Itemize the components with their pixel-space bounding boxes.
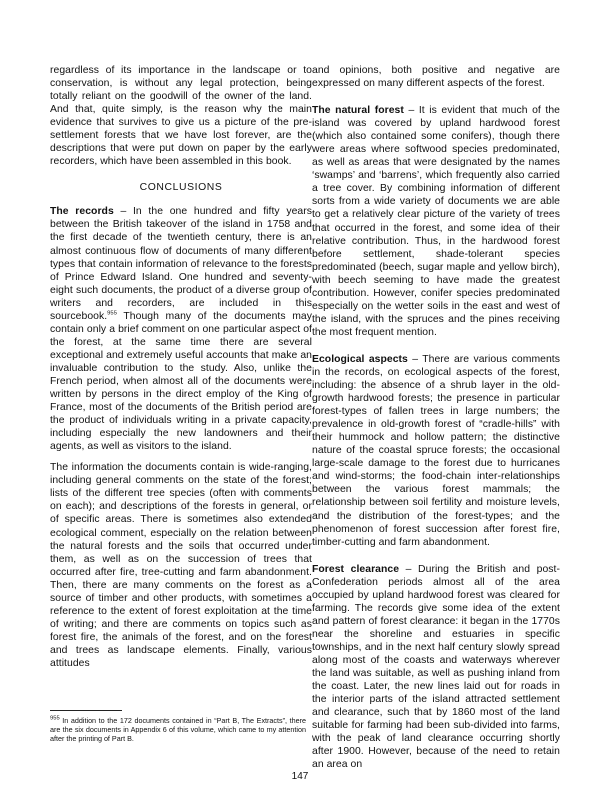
ecological-aspects-heading: Ecological aspects — [312, 353, 408, 365]
right-column — [312, 64, 560, 779]
forest-clearance-text: – During the British and post-Confederation periods almost all of the area occupied by upland hardwood forest was cleared for farming. The records give some idea of the extent and pattern of forest clearance: it began in the 1770s near the shoreline and estuaries in specific townships, and in the next half century slowly spread along most of the coasts and waterways wherever the land was suitable, as well as pushing inland from the coast. Later, the new lines laid out for roads in the interior parts of the island attracted settlement and clearance, such that by 1860 most of the land suitable for farming had been sub-divided into farms, with the peak of land clearance occurring shortly after 1900. However, because of the need to retain an area on — [312, 563, 560, 771]
natural-forest-text: – It is evident that much of the island was covered by upland hardwood forest (which also contained some conifers), though there were areas where softwood species predominated, as well as areas that were designated by the names ‘swamps’ and ‘barrens’, which frequently also carried a tree cover. By combining information of different sorts from a wide variety of documents we are able to get a relatively clear picture of the variety of trees that occurred in the forest, and some idea of their relative contribution. Thus, in the hardwood forest before settlement, shade-tolerant species predominated (beech, sugar maple and yellow birch), with beech seeming to have made the greatest contribution. However, conifer species predominated especially on the wetter soils in the east and west of the island, with the spruces and the pines receiving the most frequent mention. — [312, 105, 560, 338]
information-paragraph: The information the documents contain is wide-ranging, including general comments on the state of the forest; lists of the different tree species (often with comments on each); and descriptions of the forests in general, or of specific areas. There is sometimes also extended ecological comment, especially on the relation between the natural forests and the soils that occurred under them, as well as on the succession of trees that occurred after fire, tree-cutting and farm abandonment. Then, there are many comments on the forest as a source of timber and other products, with sometimes a reference to the extent of forest exploitation at the time of writing; and there are comments on topics such as forest fire, the animals of the forest, and on the forest and trees as landscape elements. Finally, various attitudes — [50, 462, 312, 669]
natural-forest-paragraph — [312, 104, 560, 339]
forest-clearance-heading: Forest clearance — [312, 563, 400, 575]
ecological-aspects-text: – There are various comments in the records, on ecological aspects of the forest, including: the absence of a shrub layer in the old-growth hardwood forests; the presence in particular forest-types of fallen trees in large numbers; the prevalence in old-growth forest of “cradle-hills” with their hummock and hollow pattern; the distinctive nature of the coastal spruce forests; the occasional large-scale damage to the forest due to hurricanes and wind-storms; the food-chain inter-relationships between the various forest mammals; the relationship between soil fertility and moisture levels, and the distribution of the forest-types; and the phenomenon of forest succession after forest fire, timber-cutting and farm abandonment. — [312, 353, 560, 548]
page-number: 147 — [291, 771, 309, 782]
records-paragraph — [50, 205, 312, 453]
records-text-a: – In the one hundred and fifty years between the British takeover of the island in 1758 and the first decade of the twentieth century, there is an almost continuous flow of documents of many different types that contain information of relevance to the forests of Prince Edward Island. One hundred and seventy-eight such documents, the product of a diverse group of writers and recorders, are included in this sourcebook. — [50, 206, 312, 322]
records-text-b: Though many of the documents may contain only a brief comment on one particular aspect of the forest, at the same time there are several exceptional and extremely useful accounts that make an invaluable contribution to the study. Also, unlike the French period, when almost all of the documents were written by persons in the direct employ of the King of France, most of the documents of the British period are the product of individuals writing in a private capacity, including especially the new landowners and their agents, as well as visitors to the island. — [50, 310, 312, 453]
section-heading-conclusions: CONCLUSIONS — [139, 182, 223, 194]
left-column — [50, 64, 312, 678]
footnote-text: In addition to the 172 documents contained in “Part B, The Extracts”, there are the six documents in Appendix 6 of this volume, which came to my attention after the printing of Part B. — [50, 716, 306, 743]
footnote-marker: 955 — [50, 715, 60, 722]
footnote — [50, 716, 306, 743]
continuation-paragraph: and opinions, both positive and negative are expressed on many different aspects of the forest. — [312, 65, 560, 90]
footnote-reference: 955 — [107, 310, 117, 317]
footnote-divider — [50, 710, 122, 711]
records-heading: The records — [50, 206, 114, 218]
intro-paragraph: regardless of its importance in the landscape or to conservation, is without any legal protection, being totally reliant on the goodwill of the owner of the land. And that, quite simply, is the reason why the main evidence that survives to give us a picture of the pre-settlement forests that we have lost forever, are the descriptions that were put down on paper by the early recorders, which have been assembled in this book. — [50, 65, 312, 168]
forest-clearance-paragraph — [312, 563, 560, 772]
natural-forest-heading: The natural forest — [312, 105, 404, 117]
ecological-aspects-paragraph — [312, 353, 560, 549]
